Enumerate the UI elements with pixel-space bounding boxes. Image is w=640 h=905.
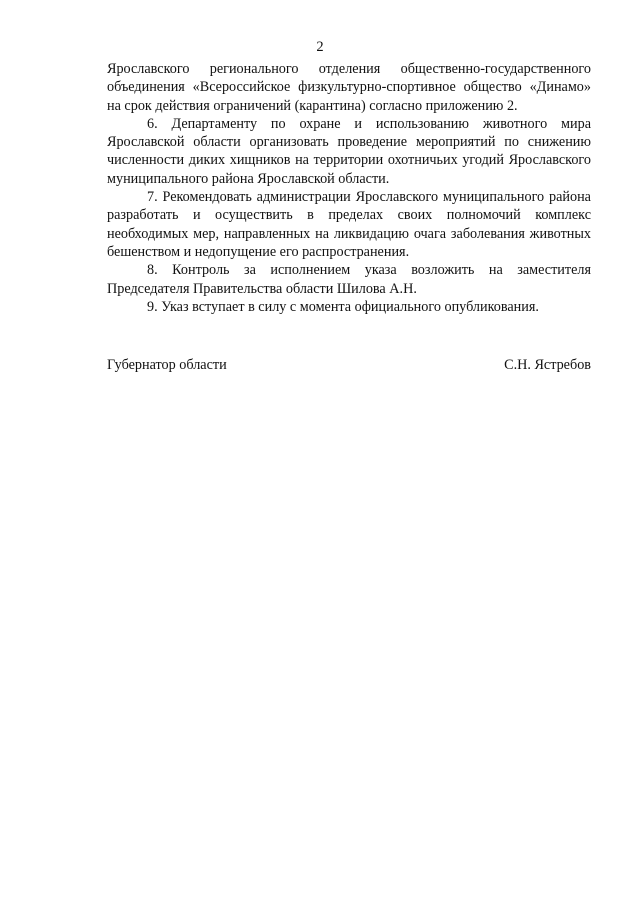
signatory-name: С.Н. Ястребов <box>504 357 591 373</box>
page-number: 2 <box>316 39 324 55</box>
document-body <box>107 60 591 316</box>
signatory-position: Губернатор области <box>107 357 227 373</box>
signature-block <box>107 356 591 374</box>
paragraph-item-9: 9. Указ вступает в силу с момента официального опубликования. <box>147 298 539 315</box>
paragraph-continuation: Ярославского регионального отделения общественно-государственного объединения «Всероссийское физкультурно-спортивное общество «Динамо» на срок действия ограничений (карантина) согласно приложению 2. <box>107 61 591 114</box>
paragraph-item-7: 7. Рекомендовать администрации Ярославского муниципального района разработать и осуществить в пределах своих полномочий комплекс необходимых мер, направленных на ликвидацию очага заболевания животных бешенством и недопущение его распространения. <box>107 189 591 260</box>
paragraph-item-8: 8. Контроль за исполнением указа возложить на заместителя Председателя Правительства области Шилова А.Н. <box>107 262 591 297</box>
paragraph-item-6: 6. Департаменту по охране и использованию животного мира Ярославской области организовать проведение мероприятий по снижению численности диких хищников на территории охотничьих угодий Ярославского муниципального района Ярославской области. <box>107 115 591 187</box>
